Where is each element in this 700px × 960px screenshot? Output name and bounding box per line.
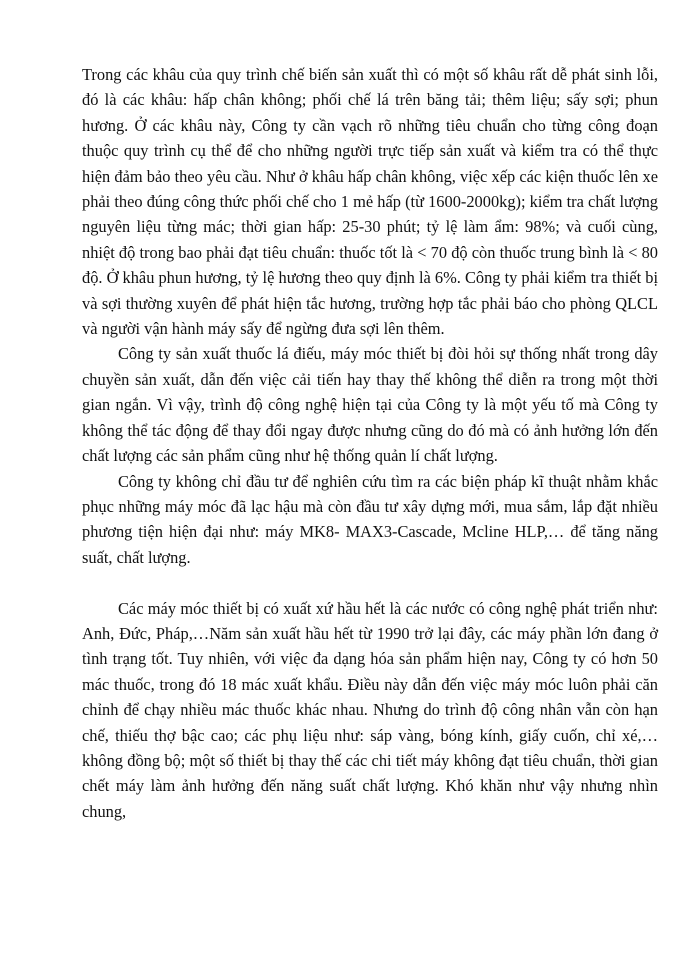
paragraph-production-stages: Trong các khâu của quy trình chế biến sản xuất thì có một số khâu rất dễ phát sinh lỗi, đó là các khâu: hấp chân không; phối chế lá trên băng tải; thêm liệu; sấy sợi; phun hương. Ở các khâu này, Công ty cần vạch rõ những tiêu chuẩn cho từng công đoạn thuộc quy trình cụ thể để cho những người trực tiếp sản xuất và kiểm tra có thể thực hiện đảm bảo theo yêu cầu. Như ở khâu hấp chân không, việc xếp các kiện thuốc lên xe phải theo đúng công thức phối chế cho 1 mẻ hấp (từ 1600-2000kg); kiểm tra chất lượng nguyên liệu từng mác; thời gian hấp: 25-30 phút; tỷ lệ làm ẩm: 98%; và cuối cùng, nhiệt độ trong bao phải đạt tiêu chuẩn: thuốc tốt là < 70 độ còn thuốc trung bình là < 80 độ. Ở khâu phun hương, tỷ lệ hương theo quy định là 6%. Công ty phải kiểm tra thiết bị và sợi thường xuyên để phát hiện tắc hương, trường hợp tắc phải báo cho phòng QLCL và người vận hành máy sấy để ngừng đưa sợi lên thêm. (82, 65, 658, 339)
paragraph-equipment-origin: Các máy móc thiết bị có xuất xứ hầu hết là các nước có công nghệ phát triển như: Anh, Đức, Pháp,…Năm sản xuất hầu hết từ 1990 trở lại đây, các máy phần lớn đang ở tình trạng tốt. Tuy nhiên, với việc đa dạng hóa sản phẩm hiện nay, Công ty có hơn 50 mác thuốc, trong đó 18 mác xuất khẩu. Điều này dẫn đến việc máy móc luôn phải căn chỉnh để chạy nhiều mác thuốc khác nhau. Nhưng do trình độ công nhân vẫn còn hạn chế, thiếu thợ bậc cao; các phụ liệu như: sáp vàng, bóng kính, giấy cuốn, chỉ xé,…không đồng bộ; một số thiết bị thay thế các chi tiết máy không đạt tiêu chuẩn, thời gian chết máy làm ảnh hưởng đến năng suất chất lượng. Khó khăn như vậy nhưng nhìn chung, (82, 598, 658, 821)
paragraph-spacer (82, 570, 658, 595)
document-page (82, 62, 658, 824)
paragraph-technology-level: Công ty sản xuất thuốc lá điếu, máy móc thiết bị đòi hỏi sự thống nhất trong dây chuyền sản xuất, dẫn đến việc cải tiến hay thay thế không thể diễn ra trong một thời gian ngắn. Vì vậy, trình độ công nghệ hiện tại của Công ty là một yếu tố mà Công ty không thể tác động để thay đổi ngay được nhưng cũng do đó mà có ảnh hưởng lớn đến chất lượng các sản phẩm cũng như hệ thống quản lí chất lượng. (82, 344, 658, 466)
paragraph-investment: Công ty không chỉ đầu tư để nghiên cứu tìm ra các biện pháp kĩ thuật nhằm khắc phục những máy móc đã lạc hậu mà còn đầu tư xây dựng mới, mua sắm, lắp đặt nhiều phương tiện hiện đại như: máy MK8- MAX3-Cascade, Mcline HLP,… để tăng năng suất, chất lượng. (82, 471, 658, 567)
